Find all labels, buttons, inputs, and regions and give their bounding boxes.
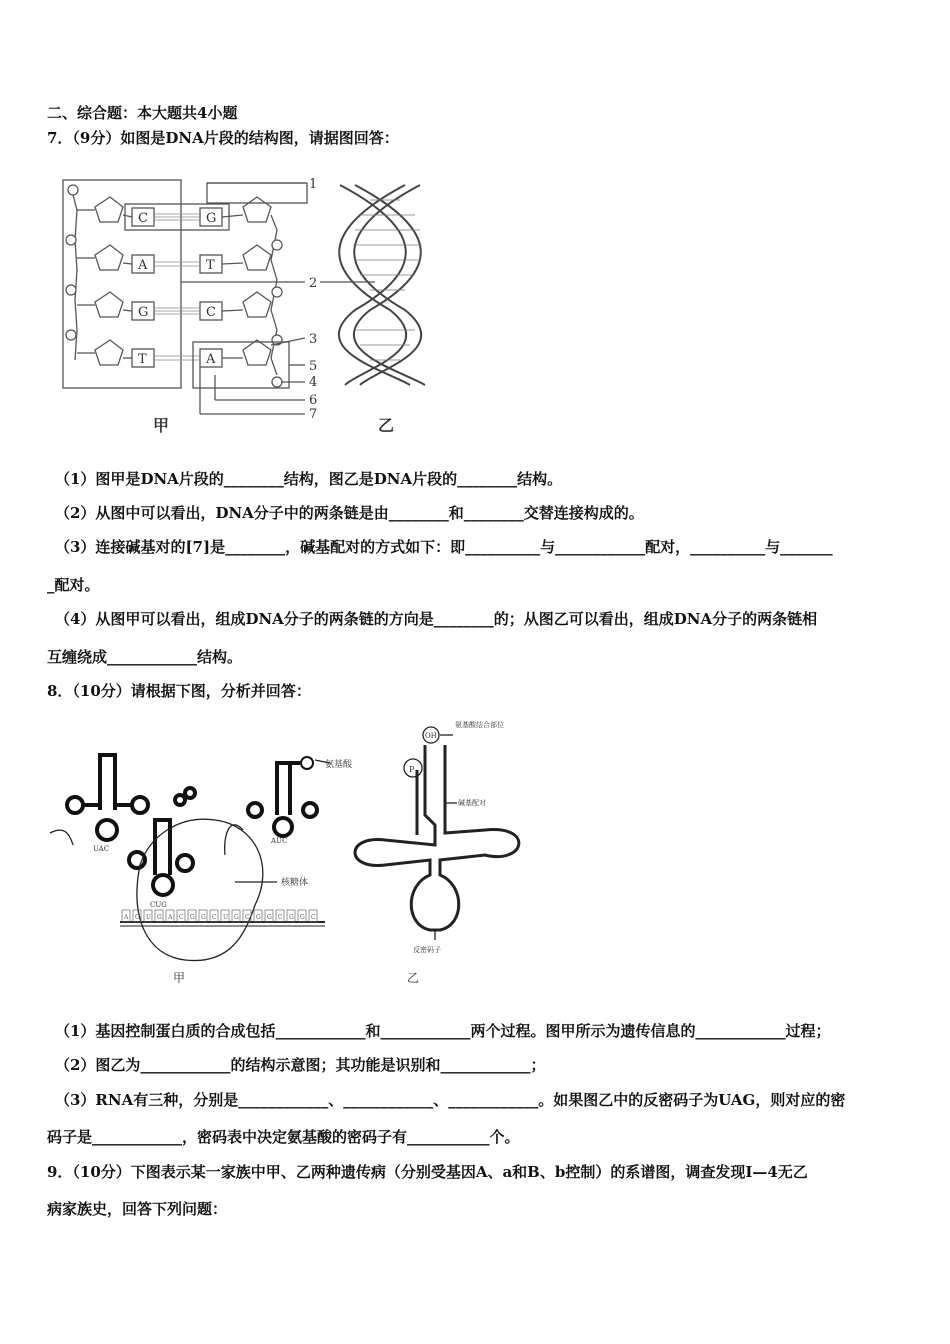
mrna-base: G — [157, 914, 162, 921]
label-oh: OH — [425, 732, 437, 740]
mrna-base: G — [289, 914, 294, 921]
base-left-1: C — [138, 211, 148, 226]
q7-part-1: （1）图甲是DNA片段的________结构，图乙是DNA片段的________结构。 — [55, 470, 563, 488]
mrna-base: G — [201, 914, 206, 921]
mrna-base: C — [311, 914, 316, 921]
label-pairing: 碱基配对 — [458, 799, 486, 807]
q7-part-4a: （4）从图甲可以看出，组成DNA分子的两条链的方向是________的；从图乙可以看出，组成DNA分子的两条链相 — [55, 610, 818, 628]
mrna-base: C — [278, 914, 283, 921]
label-amino-acid: 氨基酸 — [325, 760, 353, 770]
label-4: 4 — [309, 375, 318, 390]
label-p: P — [409, 765, 415, 774]
label-anticodon: 反密码子 — [413, 946, 441, 954]
label-ribosome: 核糖体 — [281, 878, 309, 888]
caption-yi-8: 乙 — [407, 971, 420, 985]
codon-mid: CUG — [150, 901, 167, 909]
caption-yi: 乙 — [378, 416, 395, 435]
question-9-stem-a: 9．（10分）下图表示某一家族中甲、乙两种遗传病（分别受基因A、a和B、b控制）的系谱图，调查发现Ⅰ—4无乙 — [47, 1163, 808, 1181]
codon-left: UAC — [93, 845, 110, 853]
label-aa-site: 氨基酸结合部位 — [455, 721, 504, 729]
label-5: 5 — [309, 359, 318, 374]
base-right-2: T — [206, 258, 215, 273]
q7-part-4b: 互缠绕成____________结构。 — [47, 648, 243, 666]
mrna-base: G — [234, 914, 239, 921]
translation-figure — [45, 715, 545, 995]
base-right-3: C — [206, 305, 216, 320]
base-left-3: G — [138, 305, 149, 320]
caption-jia-8: 甲 — [173, 971, 186, 985]
dna-structure-figure — [55, 170, 445, 440]
base-left-4: T — [138, 352, 147, 367]
q7-part-3b: _配对。 — [47, 576, 100, 594]
caption-jia: 甲 — [153, 416, 170, 435]
mrna-base: G — [300, 914, 305, 921]
mrna-base: C — [135, 914, 140, 921]
mrna-base: U — [146, 914, 152, 921]
label-1: 1 — [309, 177, 318, 192]
question-9-stem-b: 病家族史，回答下列问题： — [47, 1200, 228, 1218]
base-right-4: A — [206, 352, 216, 367]
mrna-base: C — [179, 914, 184, 921]
mrna-base: C — [245, 914, 250, 921]
mrna-base: G — [190, 914, 195, 921]
section-heading: 二、综合题：本大题共4小题 — [47, 104, 238, 122]
mrna-base: A — [168, 914, 173, 921]
mrna-base: C — [212, 914, 217, 921]
q7-part-2: （2）从图中可以看出，DNA分子中的两条链是由________和________交替连接构成的。 — [55, 504, 644, 522]
question-7-stem: 7．（9分）如图是DNA片段的结构图，请据图回答： — [47, 129, 399, 147]
label-3: 3 — [309, 332, 318, 347]
mrna-base: G — [256, 914, 261, 921]
q7-part-3a: （3）连接碱基对的[7]是________，碱基配对的方式如下：即__________与____________配对，__________与_______ — [55, 538, 833, 556]
label-7: 7 — [309, 407, 318, 422]
codon-right: AUC — [271, 837, 288, 845]
q8-part-3a: （3）RNA有三种，分别是____________、____________、____________。如果图乙中的反密码子为UAG，则对应的密 — [55, 1091, 846, 1109]
label-6: 6 — [309, 393, 318, 408]
q8-part-3b: 码子是____________，密码表中决定氨基酸的密码子有___________个。 — [47, 1128, 520, 1146]
mrna-base: G — [267, 914, 272, 921]
base-right-1: G — [206, 211, 217, 226]
mrna-base: A — [124, 914, 129, 921]
base-left-2: A — [138, 258, 148, 273]
label-2: 2 — [309, 276, 318, 291]
mrna-bases — [122, 910, 317, 922]
q8-part-2: （2）图乙为____________的结构示意图；其功能是识别和____________； — [55, 1056, 546, 1074]
mrna-base: U — [223, 914, 229, 921]
q8-part-1: （1）基因控制蛋白质的合成包括____________和____________两个过程。图甲所示为遗传信息的____________过程； — [55, 1022, 831, 1040]
question-8-stem: 8．（10分）请根据下图，分析并回答： — [47, 682, 311, 700]
